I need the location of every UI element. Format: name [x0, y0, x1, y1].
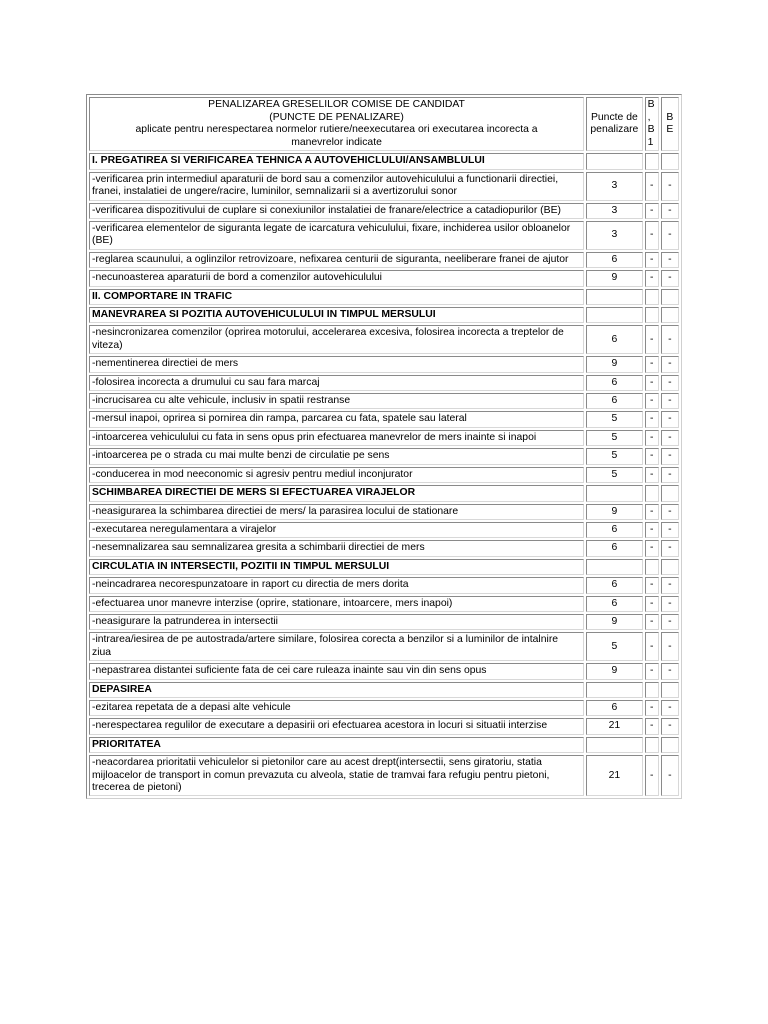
b-b1-column-header: B, B1 [645, 97, 659, 151]
penalty-points: 5 [586, 430, 643, 446]
be-value: - [661, 430, 679, 446]
description-line: -neincadrarea necorespunzatoare in raport cu directia de mers dorita [92, 579, 409, 591]
empty-cell [586, 307, 643, 323]
section-row [89, 682, 679, 698]
be-value: - [661, 252, 679, 268]
be-value: - [661, 375, 679, 391]
empty-cell [645, 307, 659, 323]
be-value: - [661, 448, 679, 464]
be-value: - [661, 270, 679, 286]
be-value: - [661, 325, 679, 354]
table-row [89, 522, 679, 538]
empty-cell [586, 559, 643, 575]
penalty-description [89, 614, 584, 630]
section-title: II. COMPORTARE IN TRAFIC [89, 289, 584, 305]
b-b1-value: - [645, 467, 659, 483]
table-row [89, 221, 679, 250]
penalty-description [89, 577, 584, 593]
description-line: -intoarcerea vehiculului cu fata in sens opus prin efectuarea manevrelor de mers inainte si inapoi [92, 431, 537, 443]
table-row [89, 663, 679, 679]
empty-cell [645, 289, 659, 305]
penalty-table-body [89, 97, 679, 796]
title-line: manevrelor indicate [291, 136, 382, 148]
penalty-points: 5 [586, 448, 643, 464]
penalty-description [89, 540, 584, 556]
be-value: - [661, 755, 679, 796]
table-row [89, 270, 679, 286]
description-line: -ezitarea repetata de a depasi alte vehicule [92, 701, 291, 713]
description-line: -necunoasterea aparaturii de bord a comenzilor autovehiculului [92, 272, 382, 284]
penalty-description [89, 448, 584, 464]
b-b1-value: - [645, 393, 659, 409]
penalty-description [89, 393, 584, 409]
b-b1-value: - [645, 663, 659, 679]
be-value: - [661, 411, 679, 427]
section-title: SCHIMBAREA DIRECTIEI DE MERS SI EFECTUAREA VIRAJELOR [89, 485, 584, 501]
section-row [89, 485, 679, 501]
section-title: MANEVRAREA SI POZITIA AUTOVEHICULULUI IN TIMPUL MERSULUI [89, 307, 584, 323]
description-line: -mersul inapoi, oprirea si pornirea din rampa, parcarea cu fata, spatele sau lateral [92, 413, 467, 425]
penalty-points: 3 [586, 221, 643, 250]
empty-cell [586, 485, 643, 501]
empty-cell [661, 485, 679, 501]
table-row [89, 411, 679, 427]
be-value: - [661, 522, 679, 538]
penalty-points: 5 [586, 467, 643, 483]
be-value: - [661, 663, 679, 679]
table-row [89, 430, 679, 446]
penalty-description [89, 663, 584, 679]
b-b1-value: - [645, 504, 659, 520]
b-b1-value: - [645, 755, 659, 796]
table-row [89, 540, 679, 556]
penalty-points: 6 [586, 540, 643, 556]
be-value: - [661, 540, 679, 556]
title-line: PENALIZAREA GRESELILOR COMISE DE CANDIDAT [208, 99, 465, 110]
b-b1-value: - [645, 375, 659, 391]
empty-cell [661, 559, 679, 575]
be-value: - [661, 596, 679, 612]
description-line: viteza) [92, 339, 123, 351]
description-line: -reglarea scaunului, a oglinzilor retrovizoare, nefixarea centurii de siguranta, neeliberare franei de ajutor [92, 253, 569, 265]
header-row [89, 97, 679, 151]
penalty-points: 6 [586, 375, 643, 391]
penalty-description [89, 467, 584, 483]
table-row [89, 356, 679, 372]
be-value: - [661, 632, 679, 661]
empty-cell [586, 737, 643, 753]
empty-cell [645, 485, 659, 501]
description-line: -neasigurarea la schimbarea directiei de mers/ la parasirea locului de stationare [92, 505, 459, 517]
be-value: - [661, 393, 679, 409]
be-value: - [661, 172, 679, 201]
be-value: - [661, 614, 679, 630]
description-line: -incrucisarea cu alte vehicule, inclusiv in spatii restranse [92, 395, 351, 407]
penalty-description [89, 221, 584, 250]
empty-cell [586, 153, 643, 169]
description-line: -executarea neregulamentara a virajelor [92, 523, 277, 535]
description-line: -efectuarea unor manevre interzise (oprire, stationare, intoarcere, mers inapoi) [92, 597, 453, 609]
penalty-points: 9 [586, 504, 643, 520]
section-title: I. PREGATIREA SI VERIFICAREA TEHNICA A AUTOVEHICLULUI/ANSAMBLULUI [89, 153, 584, 169]
description-line: -nepastrarea distantei suficiente fata de cei care ruleaza inainte sau vin din sens opus [92, 665, 487, 677]
b-b1-value: - [645, 411, 659, 427]
b-b1-value: - [645, 718, 659, 734]
description-line: -nementinerea directiei de mers [92, 358, 239, 370]
b-b1-value: - [645, 172, 659, 201]
b-b1-value: - [645, 577, 659, 593]
b-b1-value: - [645, 632, 659, 661]
empty-cell [661, 153, 679, 169]
be-value: - [661, 700, 679, 716]
description-line: -nesemnalizarea sau semnalizarea gresita a schimbarii directiei de mers [92, 542, 425, 554]
b-b1-value: - [645, 430, 659, 446]
penalty-points: 9 [586, 356, 643, 372]
penalty-description [89, 172, 584, 201]
table-row [89, 325, 679, 354]
table-row [89, 393, 679, 409]
table-row [89, 755, 679, 796]
penalty-table [86, 94, 682, 799]
penalty-points: 9 [586, 663, 643, 679]
description-line: -nerespectarea regulilor de executare a depasirii ori efectuarea acestora in locuri si situatii interzise [92, 720, 548, 732]
section-row [89, 289, 679, 305]
penalty-description [89, 252, 584, 268]
penalty-points: 6 [586, 325, 643, 354]
penalty-description [89, 522, 584, 538]
table-row [89, 614, 679, 630]
penalty-description [89, 325, 584, 354]
table-row [89, 252, 679, 268]
description-line: -verificarea prin intermediul aparaturii de bord sau a comenzilor autovehiculului a functionarii directiei, [92, 173, 559, 185]
table-title [89, 97, 584, 151]
penalty-points: 6 [586, 252, 643, 268]
b-b1-value: - [645, 448, 659, 464]
description-line: -folosirea incorecta a drumului cu sau fara marcaj [92, 376, 320, 388]
penalty-points: 3 [586, 172, 643, 201]
b-b1-value: - [645, 700, 659, 716]
empty-cell [586, 289, 643, 305]
section-row [89, 737, 679, 753]
penalty-points: 3 [586, 203, 643, 219]
be-value: - [661, 718, 679, 734]
b-b1-value: - [645, 252, 659, 268]
description-line: -nesincronizarea comenzilor (oprirea motorului, accelerarea excesiva, folosirea incorecta a treptelor de [92, 327, 564, 339]
description-line: -verificarea dispozitivului de cuplare si conexiunilor instalatiei de franare/electrice a catadiopurilor (BE) [92, 204, 561, 216]
description-line: trecerea de pietoni) [92, 782, 182, 793]
penalty-points: 6 [586, 522, 643, 538]
description-line: franei, instalatiei de ungere/racire, luminilor, semnalizarii si a avertizorului sonor [92, 186, 457, 198]
table-row [89, 700, 679, 716]
table-row [89, 577, 679, 593]
empty-cell [661, 737, 679, 753]
empty-cell [645, 559, 659, 575]
penalty-description [89, 430, 584, 446]
penalty-description [89, 411, 584, 427]
be-value: - [661, 504, 679, 520]
table-row [89, 504, 679, 520]
penalty-points: 6 [586, 700, 643, 716]
penalty-points: 21 [586, 718, 643, 734]
table-row [89, 467, 679, 483]
table-row [89, 632, 679, 661]
penalty-points: 9 [586, 270, 643, 286]
penalty-description [89, 270, 584, 286]
be-value: - [661, 467, 679, 483]
description-line: -verificarea elementelor de siguranta legate de icarcatura vehiculului, fixare, inchiderea usilor obloanelor (BE) [92, 223, 574, 247]
penalty-points: 6 [586, 393, 643, 409]
penalty-description [89, 504, 584, 520]
description-line: -neasigurare la patrunderea in intersectii [92, 615, 278, 627]
b-b1-value: - [645, 356, 659, 372]
penalty-description [89, 375, 584, 391]
b-b1-value: - [645, 614, 659, 630]
section-title: PRIORITATEA [89, 737, 584, 753]
penalty-description [89, 596, 584, 612]
table-row [89, 203, 679, 219]
penalty-points: 5 [586, 632, 643, 661]
title-line: aplicate pentru nerespectarea normelor rutiere/neexecutarea ori executarea incorecta a [135, 124, 538, 136]
section-title: CIRCULATIA IN INTERSECTII, POZITII IN TIMPUL MERSULUI [89, 559, 584, 575]
b-b1-value: - [645, 270, 659, 286]
description-line: -intoarcerea pe o strada cu mai multe benzi de circulatie pe sens [92, 450, 390, 462]
section-row [89, 153, 679, 169]
be-value: - [661, 203, 679, 219]
section-title: DEPASIREA [89, 682, 584, 698]
empty-cell [661, 289, 679, 305]
table-row [89, 448, 679, 464]
title-line: (PUNCTE DE PENALIZARE) [269, 111, 404, 123]
penalty-description [89, 632, 584, 661]
empty-cell [645, 153, 659, 169]
b-b1-value: - [645, 540, 659, 556]
description-line: -conducerea in mod neeconomic si agresiv pentru mediul inconjurator [92, 468, 413, 480]
b-b1-value: - [645, 203, 659, 219]
penalty-description [89, 755, 584, 796]
penalty-description [89, 356, 584, 372]
b-b1-value: - [645, 596, 659, 612]
description-line: ziua [92, 646, 112, 658]
b-b1-value: - [645, 522, 659, 538]
section-row [89, 559, 679, 575]
empty-cell [661, 682, 679, 698]
table-row [89, 172, 679, 201]
table-row [89, 375, 679, 391]
description-line: -intrarea/iesirea de pe autostrada/artere similare, folosirea corecta a benzilor si a luminilor de intalnire [92, 634, 559, 646]
penalty-description [89, 718, 584, 734]
penalty-description [89, 700, 584, 716]
empty-cell [661, 307, 679, 323]
be-value: - [661, 221, 679, 250]
empty-cell [645, 682, 659, 698]
penalty-points: 6 [586, 577, 643, 593]
penalty-description [89, 203, 584, 219]
empty-cell [586, 682, 643, 698]
be-value: - [661, 577, 679, 593]
be-column-header: BE [661, 97, 679, 151]
penalty-points: 6 [586, 596, 643, 612]
b-b1-value: - [645, 325, 659, 354]
penalty-points: 5 [586, 411, 643, 427]
be-value: - [661, 356, 679, 372]
penalty-points: 9 [586, 614, 643, 630]
b-b1-value: - [645, 221, 659, 250]
table-row [89, 718, 679, 734]
description-line: -neacordarea prioritatii vehiculelor si pietonilor care au acest drept(intersectii, sens giratoriu, statia mijloacelor de transport in comun prevazuta cu alveola, statie de tramvai fara refugiu pentru pietoni, [92, 757, 550, 781]
points-column-header: Puncte de penalizare [586, 97, 643, 151]
empty-cell [645, 737, 659, 753]
table-row [89, 596, 679, 612]
section-row [89, 307, 679, 323]
penalty-points: 21 [586, 755, 643, 796]
